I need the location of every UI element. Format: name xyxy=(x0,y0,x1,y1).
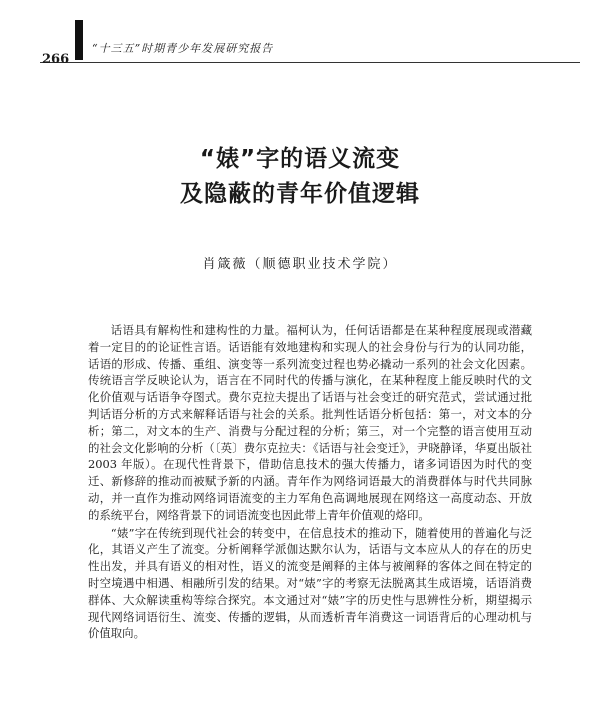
header-bar xyxy=(75,20,83,60)
body-paragraph: 话语具有解构性和建构性的力量。福柯认为，任何话语都是在某种程度展现或潜藏着一定目的的论证性言语。话语能有效地建构和实现人的社会身份与行为的认同功能，话语的形成、传播、重组、演变等一系列流变过程也势必撬动一系列的社会文化因素。传统语言学反映论认为，语言在不同时代的传播与演化，在某种程度上能反映时代的文化价值观与话语争夺图式。费尔克拉夫提出了话语与社会变迁的研究范式，尝试通过批判话语分析的方式来解释话语与社会的关系。批判性话语分析包括：第一，对文本的分析；第二，对文本的生产、消费与分配过程的分析；第三，对一个完整的语言使用互动的社会文化影响的分析（〔英〕费尔克拉夫：《话语与社会变迁》，尹晓静译，华夏出版社 2003 年版）。在现代性背景下，借助信息技术的强大传播力，诸多词语因为时代的变迁、新修辞的推动而被赋予新的内涵。青年作为网络词语最大的消费群体与时代共同脉动，并一直作为推动网络词语流变的主力军角色高调地展现在网络这一高度动态、开放的系统平台，网络背景下的词语流变也因此带上青年价值观的烙印。 xyxy=(88,323,532,522)
article-body xyxy=(88,322,532,642)
header-rule xyxy=(40,62,580,63)
article-title-line2: 及隐蔽的青年价值逻辑 xyxy=(180,181,420,207)
page-number: 266 xyxy=(42,52,70,67)
series-title: “十三五”时期青少年发展研究报告 xyxy=(92,42,274,55)
author-affiliation: 肖箴薇（顺德职业技术学院） xyxy=(202,257,398,272)
body-paragraph: “婊”字在传统到现代社会的转变中，在信息技术的推动下，随着使用的普遍化与泛化，其语义产生了流变。分析阐释学派伽达默尔认为，话语与文本应从人的存在的历史性出发，并具有语义的相对性，语义的流变是阐释的主体与被阐释的客体之间在特定的时空境遇中相遇、相融所引发的结果。对“婊”字的考察无法脱离其生成语境，话语消费群体、大众解读重构等综合探究。本文通过对“婊”字的历史性与思辨性分析，期望揭示现代网络词语衍生、流变、传播的逻辑，从而透析青年消费这一词语背后的心理动机与价值取向。 xyxy=(88,525,532,641)
article-title-line1: “婊”字的语义流变 xyxy=(199,146,401,172)
